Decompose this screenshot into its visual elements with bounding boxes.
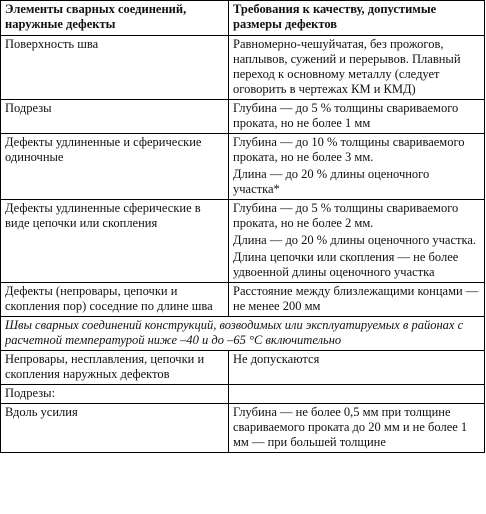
requirement-text: Глубина — до 5 % толщины свариваемого проката, но не более 2 мм. — [233, 201, 459, 230]
requirement-text: Равномерно-чешуйчатая, без прожогов, наплывов, сужений и перерывов. Плавный переход к основному металлу (следует оговорить в чертежах КМ и КМД) — [233, 37, 461, 96]
row-label: Поверхность шва — [1, 36, 229, 100]
table-row — [1, 100, 485, 134]
section-note-row — [1, 317, 485, 351]
table-row — [1, 404, 485, 453]
table-header-row — [1, 1, 485, 36]
row-requirement — [229, 36, 485, 100]
table-row — [1, 385, 485, 404]
requirement-text: Глубина — до 10 % толщины свариваемого проката, но не более 3 мм. — [233, 135, 465, 164]
row-label: Непровары, несплавления, цепочки и скопления наружных дефектов — [1, 351, 229, 385]
requirement-text: Длина — до 20 % длины оценочного участка* — [233, 167, 430, 196]
header-col-elements: Элементы сварных соединений, наружные дефекты — [1, 1, 229, 36]
table-row — [1, 351, 485, 385]
table-row — [1, 36, 485, 100]
table-row — [1, 283, 485, 317]
row-label: Подрезы — [1, 100, 229, 134]
row-requirement — [229, 200, 485, 283]
section-note: Швы сварных соединений конструкций, возводимых или эксплуатируемых в районах с расчетной температурой ниже –40 и до –65 °С включительно — [1, 317, 485, 351]
row-label: Вдоль усилия — [1, 404, 229, 453]
row-requirement: Глубина — не более 0,5 мм при толщине свариваемого проката до 20 мм и не более 1 мм — при большей толщине — [229, 404, 485, 453]
row-requirement — [229, 385, 485, 404]
requirement-text: Длина — до 20 % длины оценочного участка. — [233, 233, 477, 247]
row-label: Дефекты удлиненные сферические в виде цепочки или скопления — [1, 200, 229, 283]
requirement-text: Расстояние между близлежащими концами — не менее 200 мм — [233, 284, 479, 313]
row-label: Дефекты удлиненные и сферические одиночные — [1, 134, 229, 200]
row-label: Дефекты (непровары, цепочки и скопления пор) соседние по длине шва — [1, 283, 229, 317]
requirement-text: Глубина — до 5 % толщины свариваемого проката, но не более 1 мм — [233, 101, 459, 130]
requirement-text: Длина цепочки или скопления — не более удвоенной длины оценочного участка — [233, 250, 459, 279]
table-row — [1, 200, 485, 283]
header-col-requirements: Требования к качеству, допустимые размеры дефектов — [229, 1, 485, 36]
row-label: Подрезы: — [1, 385, 229, 404]
row-requirement — [229, 134, 485, 200]
table-row — [1, 134, 485, 200]
row-requirement — [229, 100, 485, 134]
row-requirement — [229, 283, 485, 317]
row-requirement: Не допускаются — [229, 351, 485, 385]
